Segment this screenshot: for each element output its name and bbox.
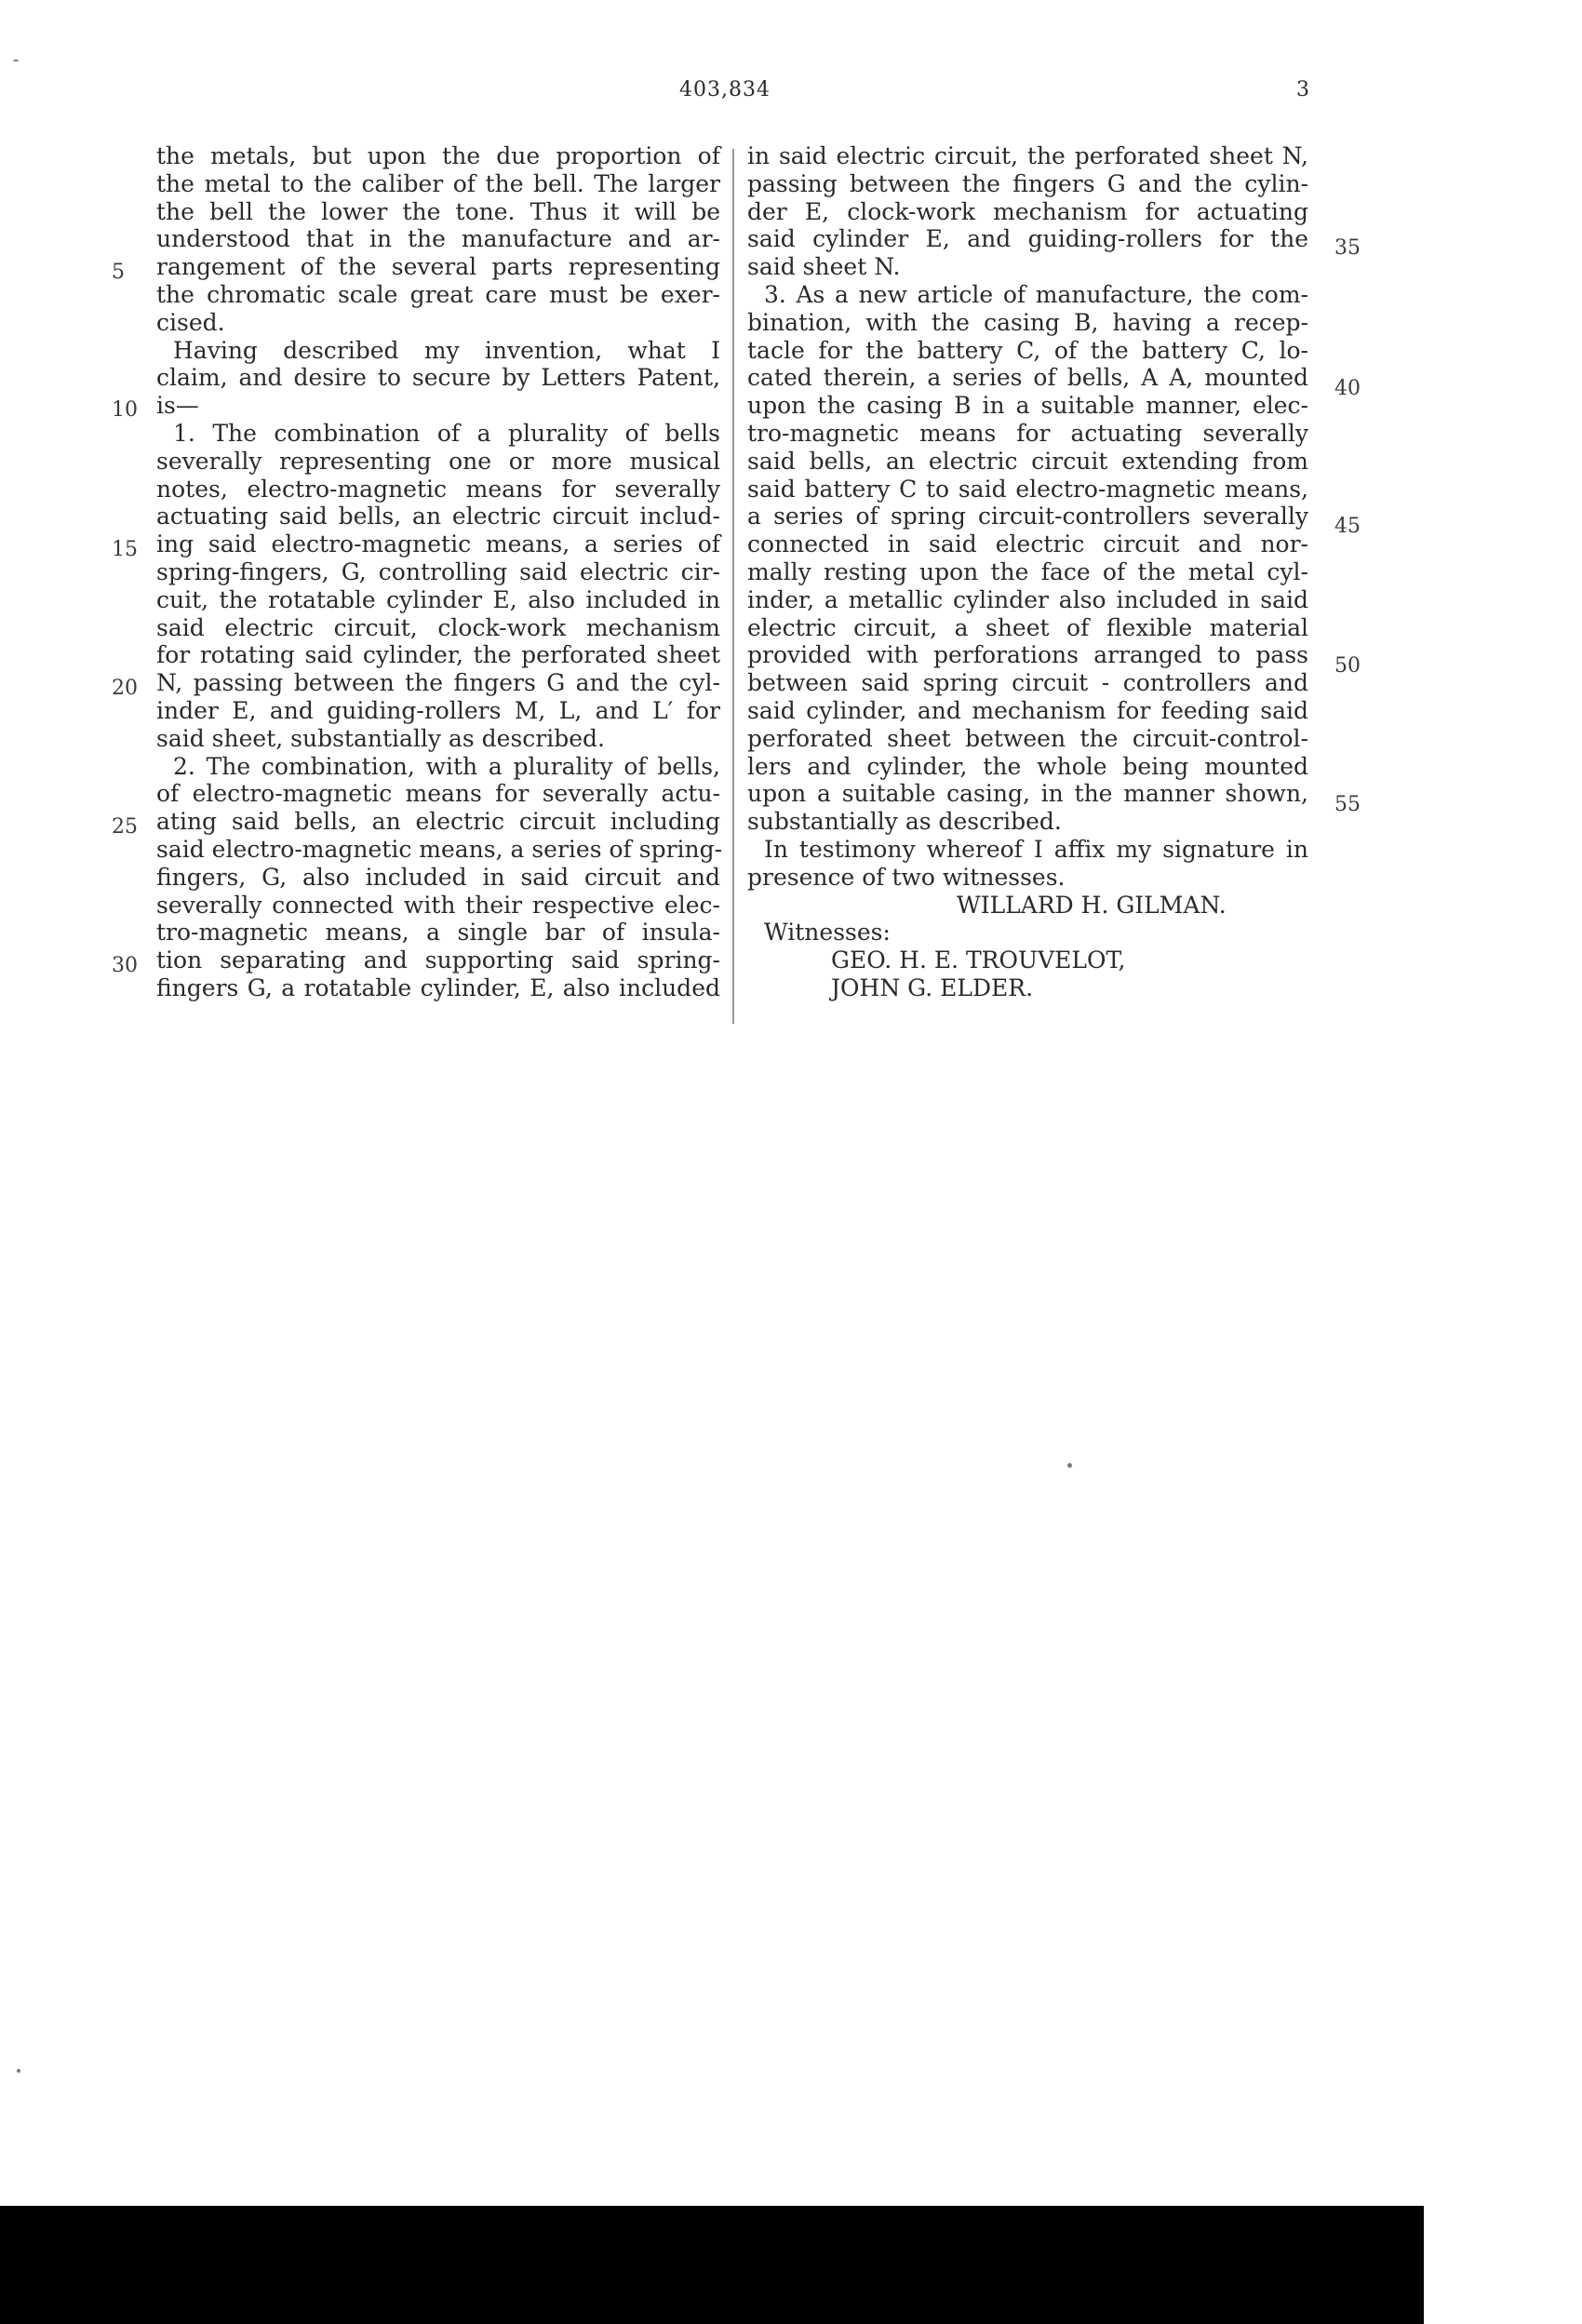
text-line: said cylinder, and mechanism for feeding said [747,696,1308,724]
text-line: upon the casing B in a suitable manner, elec- [747,392,1308,420]
text-line: tro-magnetic means, a single bar of insula- [156,919,720,947]
text-line: of electro-magnetic means for severally actu- [156,780,720,808]
right-column [747,142,1308,1002]
text-line: lers and cylinder, the whole being mounted [747,752,1308,780]
text-line: tion separating and supporting said spring- [156,947,720,974]
witness-name: JOHN G. ELDER. [831,974,1034,1001]
line-number: 50 [1334,654,1361,678]
text-line: cised. [156,308,225,336]
text-line: electric circuit, a sheet of flexible material [747,613,1308,641]
text-line: perforated sheet between the circuit-control- [747,724,1308,752]
text-line: said sheet, substantially as described. [156,724,605,752]
text-line: provided with perforations arranged to pass [747,641,1308,669]
text-line: substantially as described. [747,808,1062,836]
text-line: notes, electro-magnetic means for severally [156,475,720,503]
text-line: inder E, and guiding-rollers M, L, and L′ for [156,696,720,724]
text-line: severally connected with their respective elec- [156,891,720,919]
text-line: actuating said bells, an electric circuit includ- [156,503,720,531]
line-number: 35 [1334,236,1361,260]
scan-bottom-bar [0,2206,1424,2324]
text-line: in said electric circuit, the perforated sheet N, [747,142,1308,169]
text-line: inder, a metallic cylinder also included in said [747,585,1308,613]
text-line: severally representing one or more musical [156,447,720,475]
left-column [156,142,723,1002]
witness-name: GEO. H. E. TROUVELOT, [831,947,1126,974]
text-line: said bells, an electric circuit extending from [747,447,1308,475]
text-line: said sheet N. [747,253,901,281]
line-number: 15 [112,538,138,561]
text-line: said battery C to said electro-magnetic means, [747,475,1308,503]
text-line: ating said bells, an electric circuit including [156,808,720,836]
page-number: 3 [1296,78,1310,101]
text-line: understood that in the manufacture and ar- [156,225,720,253]
text-line: 1. The combination of a plurality of bells [173,419,720,447]
text-line: N, passing between the fingers G and the cyl- [156,669,720,697]
text-line: presence of two witnesses. [747,863,1066,891]
line-number: 20 [112,677,138,700]
text-line: said electro-magnetic means, a series of spring- [156,835,723,863]
text-line: fingers, G, also included in said circuit and [156,863,720,891]
text-line: mally resting upon the face of the metal cyl- [747,557,1308,585]
line-number: 25 [112,815,138,839]
text-line: passing between the fingers G and the cylin- [747,169,1308,197]
text-line: bination, with the casing B, having a recep- [747,308,1308,336]
text-line: cuit, the rotatable cylinder E, also included in [156,585,720,613]
text-line: 2. The combination, with a plurality of bells, [173,752,720,780]
line-number: 55 [1334,793,1361,816]
text-line: claim, and desire to secure by Letters Patent, [156,364,720,392]
text-line: tro-magnetic means for actuating severally [747,419,1308,447]
text-line: spring-fingers, G, controlling said electric cir- [156,557,720,585]
scan-speck [1067,1463,1072,1468]
text-line: is— [156,392,199,420]
witnesses-label: Witnesses: [764,919,891,947]
patent-number: 403,834 [679,78,771,101]
text-line: cated therein, a series of bells, A A, mounted [747,364,1308,392]
text-line: a series of spring circuit-controllers severally [747,503,1308,531]
text-line: for rotating said cylinder, the perforated sheet [156,641,720,669]
text-line: said cylinder E, and guiding-rollers for the [747,225,1308,253]
text-line: der E, clock-work mechanism for actuating [747,197,1308,225]
line-number: 40 [1334,377,1361,400]
text-line: Having described my invention, what I [173,336,720,364]
text-line: said electric circuit, clock-work mechanism [156,613,720,641]
text-line: ing said electro-magnetic means, a series of [156,531,720,558]
text-line: connected in said electric circuit and nor- [747,531,1308,558]
scan-speck [13,60,19,61]
inventor-signature: WILLARD H. GILMAN. [957,891,1227,919]
text-line: fingers G, a rotatable cylinder, E, also included [156,974,720,1001]
line-number: 5 [112,261,125,284]
text-line: rangement of the several parts representing [156,253,720,281]
scan-speck [17,2069,20,2073]
line-number: 30 [112,954,138,977]
text-line: the chromatic scale great care must be exer- [156,280,720,308]
text-line: In testimony whereof I affix my signature in [764,835,1308,863]
line-number: 10 [112,398,138,422]
text-line: upon a suitable casing, in the manner shown, [747,780,1308,808]
column-divider [732,149,734,1024]
text-line: tacle for the battery C, of the battery C, lo- [747,336,1308,364]
text-line: the metals, but upon the due proportion of [156,142,720,169]
line-number: 45 [1334,515,1361,538]
text-line: 3. As a new article of manufacture, the com- [764,280,1308,308]
text-line: the metal to the caliber of the bell. The larger [156,169,720,197]
text-line: between said spring circuit - controllers and [747,669,1308,697]
text-line: the bell the lower the tone. Thus it will be [156,197,720,225]
